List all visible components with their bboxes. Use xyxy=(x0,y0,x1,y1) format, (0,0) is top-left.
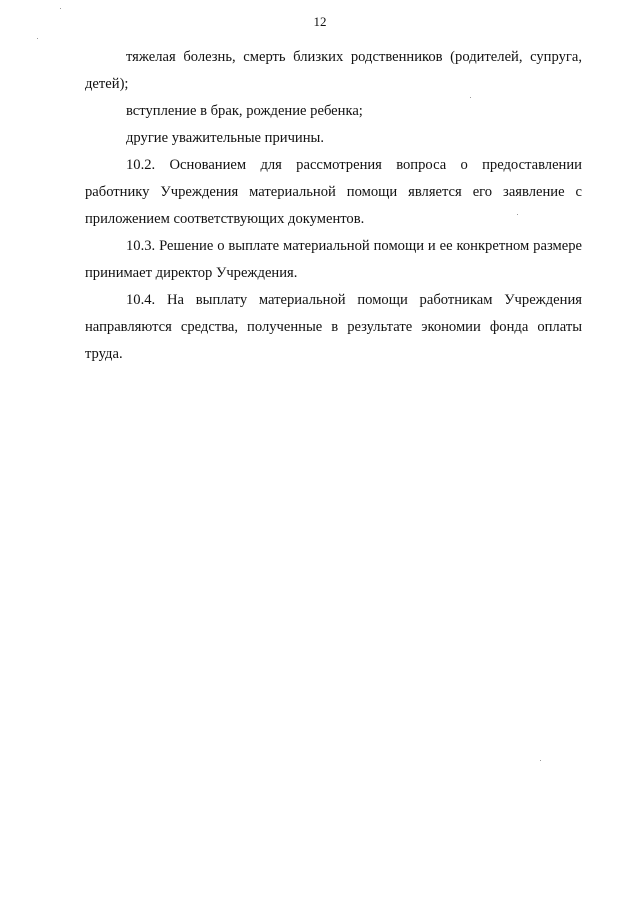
scan-speck xyxy=(60,8,61,9)
scan-speck xyxy=(517,214,518,215)
paragraph-illness-death: тяжелая болезнь, смерть близких родственников (родителей, супруга, детей); xyxy=(85,49,582,92)
paragraph-other-reasons: другие уважительные причины. xyxy=(126,130,324,146)
paragraph-marriage-birth: вступление в брак, рождение ребенка; xyxy=(126,103,363,119)
scan-speck xyxy=(540,760,541,761)
paragraph-10-4: 10.4. На выплату материальной помощи работникам Учреждения направляются средства, полученные в результате экономии фонда оплаты труда. xyxy=(85,292,582,362)
scan-speck xyxy=(37,38,38,39)
page-number: 12 xyxy=(313,14,327,29)
paragraph-10-3: 10.3. Решение о выплате материальной помощи и ее конкретном размере принимает директор Учреждения. xyxy=(85,238,582,281)
scan-speck xyxy=(470,97,471,98)
document-body xyxy=(85,44,582,368)
paragraph-10-2: 10.2. Основанием для рассмотрения вопроса о предоставлении работнику Учреждения материальной помощи является его заявление с приложением соответствующих документов. xyxy=(85,157,582,227)
